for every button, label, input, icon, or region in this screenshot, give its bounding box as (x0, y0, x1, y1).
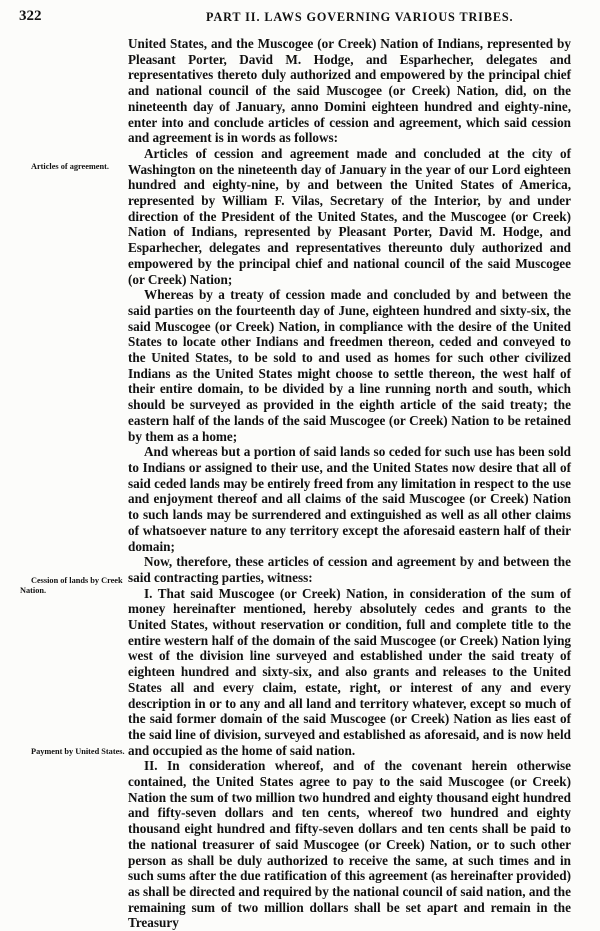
paragraph-preamble-continued: United States, and the Muscogee (or Creek) Nation of Indians, represented by Pleasant Porter, David M. Hodge, and Esparhecher, delegates and representatives thereto duly authorized and empowered by the principal chief and national council of the said Muscogee (or Creek) Nation, did, on the nineteenth day of January, anno Domini eighteen hundred and eighty-nine, enter into and conclude articles of cession and agreement, which said cession and agreement is in words as follows: (128, 36, 571, 146)
paragraph-articles-of-cession: Articles of cession and agreement made and concluded at the city of Washington on the nineteenth day of January in the year of our Lord eighteen hundred and eighty-nine, by and between the United States of America, represented by William F. Vilas, Secretary of the Interior, by and under direction of the President of the United States, and the Muscogee (or Creek) Nation of Indians, represented by Pleasant Porter, David M. Hodge, and Esparhecher, delegates and representatives thereunto duly authorized and empowered by the principal chief and national council of the said Muscogee (or Creek) Nation; (128, 145, 571, 287)
body-text (128, 36, 571, 931)
margin-note-cession-of-lands: Cession of lands by Creek Nation. (20, 576, 123, 595)
paragraph-article-one: I. That said Muscogee (or Creek) Nation, in consideration of the sum of money hereinafter mentioned, hereby absolutely cedes and grants to the United States, without reservation or condition, full and complete title to the entire western half of the domain of the said Muscogee (or Creek) Nation lying west of the division line surveyed and established under the said treaty of eighteen hundred and sixty-six, and also grants and releases to the United States all and every claim, estate, right, or interest of any and every description in or to any and all land and territory whatever, except so much of the said former domain of the said Muscogee (or Creek) Nation as lies east of the said line of division, surveyed and established as aforesaid, and is now held and occupied as the home of said nation. (128, 585, 571, 758)
page-number: 322 (19, 8, 42, 24)
page-header (0, 8, 600, 28)
paragraph-now-therefore: Now, therefore, these articles of cession and agreement by and between the said contracting parties, witness: (128, 554, 571, 585)
running-head: PART II. LAWS GOVERNING VARIOUS TRIBES. (206, 10, 514, 24)
paragraph-whereas-portion-sold: And whereas but a portion of said lands so ceded for such use has been sold to Indians or assigned to their use, and the United States now desire that all of said ceded lands may be entirely freed from any limitation in respect to the use and enjoyment thereof and all claims of the said Muscogee (or Creek) Nation to such lands may be surrendered and extinguished as well as all other claims of whatsoever nature to any territory except the aforesaid eastern half of their domain; (128, 444, 571, 554)
margin-note-articles-of-agreement: Articles of agreement. (31, 162, 109, 171)
paragraph-article-two: II. In consideration whereof, and of the covenant herein otherwise contained, the United States agree to pay to the said Muscogee (or Creek) Nation the sum of two million two hundred and eighty thousand eight hundred and fifty-seven dollars and ten cents, whereof two hundred and eighty thousand eight hundred and fifty-seven dollars and ten cents shall be paid to the national treasurer of said Muscogee (or Creek) Nation, or to such other person as shall be duly authorized to receive the same, at such times and in such sums after the due ratification of this agreement (as hereinafter provided) as shall be directed and required by the national council of said nation, and the remaining sum of two million dollars shall be set apart and remain in the Treasury (128, 758, 571, 931)
margin-note-payment-by-united-states: Payment by United States. (31, 747, 125, 756)
paragraph-whereas-treaty: Whereas by a treaty of cession made and concluded by and between the said parties on the fourteenth day of June, eighteen hundred and sixty-six, the said Muscogee (or Creek) Nation, in compliance with the desire of the United States to locate other Indians and freedmen thereon, ceded and conveyed to the United States, to be sold to and used as homes for such other civilized Indians as the United States might choose to settle thereon, the west half of their entire domain, to be divided by a line running north and south, which should be surveyed as provided in the eighth article of the said treaty; the eastern half of the lands of the said Muscogee (or Creek) Nation to be retained by them as a home; (128, 287, 571, 444)
